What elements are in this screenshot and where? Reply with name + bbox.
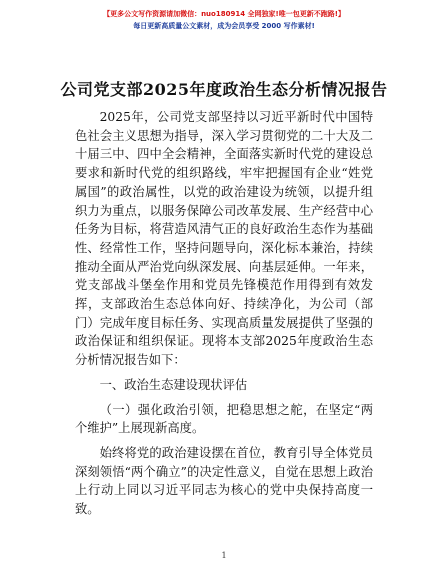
body-paragraph: 始终将党的政治建设摆在首位，教育引导全体党员深刻领悟“两个确立”的决定性意义，自觉在思想上政治上行动上同以习近平同志为核心的党中央保持高度一致。 [75, 445, 373, 517]
page-number: 1 [221, 551, 227, 560]
document-title: 公司党支部2025年度政治生态分析情况报告 [60, 80, 388, 99]
document-body [75, 108, 373, 519]
promo-banner-line-2: 每日更新高质量公文素材，成为会员享受 2000 写作素材! [133, 22, 315, 30]
subsection-heading: （一）强化政治引领，把稳思想之舵，在坚定“两个维护”上展现新高度。 [75, 402, 373, 436]
promo-banner-line-1: 【更多公文写作资源请加微信：nuo180914 全网独家!唯一包更新不跑路!】 [103, 10, 345, 18]
section-heading: 一、政治生态建设现状评估 [99, 377, 248, 392]
intro-paragraph: 2025年，公司党支部坚持以习近平新时代中国特色社会主义思想为指导，深入学习贯彻党的二十大及二十届三中、四中全会精神，全面落实新时代党的建设总要求和新时代党的组织路线，牢牢把握国有企业“姓党属国”的政治属性，以党的政治建设为统领，以提升组织力为重点，以服务保障公司改革发展、生产经营中心任务为目标，将营造风清气正的良好政治生态作为基础性、经常性工作，坚持问题导向，深化标本兼治，持续推动全面从严治党向纵深发展、向基层延伸。一年来，党支部战斗堡垒作用和党员先锋模范作用得到有效发挥，支部政治生态总体向好、持续净化，为公司（部门）完成年度目标任务、实现高质量发展提供了坚强的政治保证和组织保证。现将本支部2025年度政治生态分析情况报告如下： [75, 110, 373, 368]
